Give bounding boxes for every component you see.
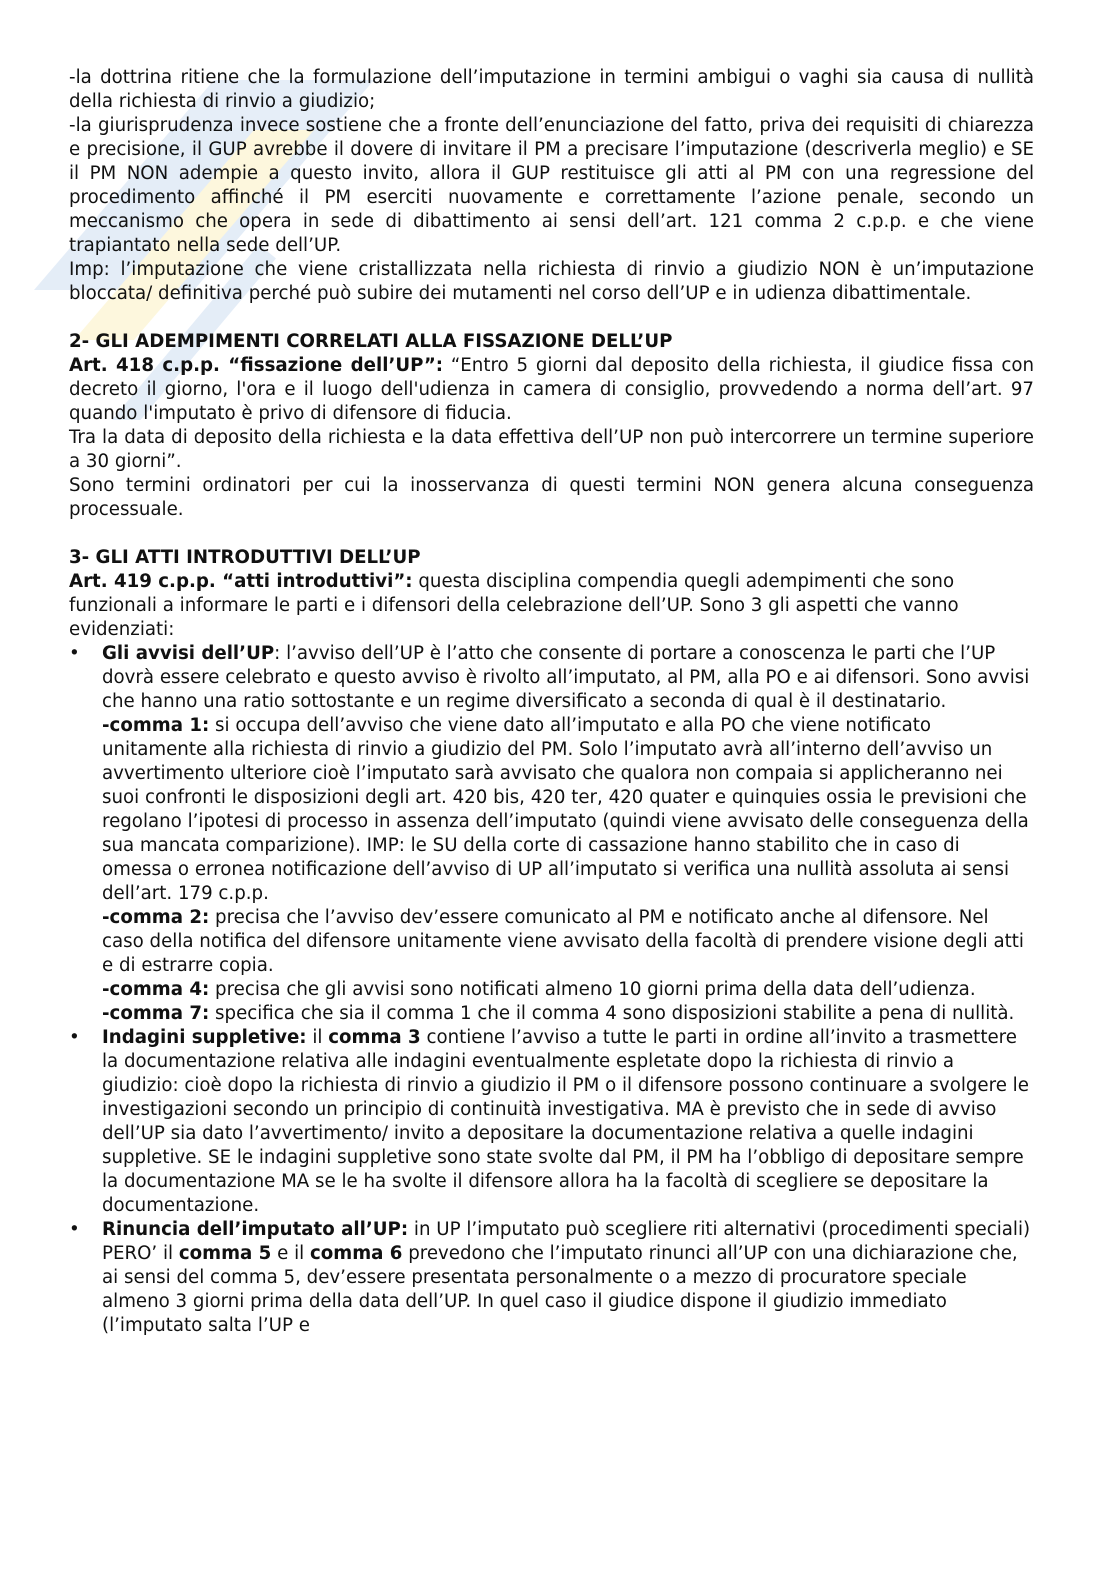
art-418-label: Art. 418 c.p.p. “fissazione dell’UP”: [69, 355, 444, 376]
indagini-text-2: contiene l’avviso a tutte le parti in ordine all’invito a trasmettere la documentazione relativa alle indagini eventualmente espletate dopo la richiesta di rinvio a giudizio: cioè dopo la richiesta di rinvio a giudizio il PM o il difensore possono continuare a svolgere le investigazioni secondo un principio di continuità investigativa. MA è previsto che in sede di avviso dell’UP sia dato l’avvertimento/ invito a depositare la documentazione relativa a quelle indagini suppletive. SE le indagini suppletive sono state svolte dal PM, il PM ha l’obbligo di depositare sempre la documentazione MA se le ha svolte il difensore allora ha la facoltà di scegliere se depositare la documentazione. [102, 1027, 1029, 1216]
comma-1-label: -comma 1: [102, 715, 210, 736]
art-418-paragraph [69, 354, 1034, 426]
comma-7-note [102, 1002, 1034, 1026]
rinuncia-label: Rinuncia dell’imputato all’UP: [102, 1219, 409, 1240]
intro-paragraph-giurisprudenza: -la giurisprudenza invece sostiene che a fronte dell’enunciazione del fatto, priva dei requisiti di chiarezza e precisione, il GUP avrebbe il dovere di invitare il PM a precisare l’imputazione (descriverla meglio) e SE il PM NON adempie a questo invito, allora il GUP restituisce gli atti al PM con una regressione del procedimento affinché il PM eserciti nuovamente e correttamente l’azione penale, secondo un meccanismo che opera in sede di dibattimento ai sensi dell’art. 121 comma 2 c.p.p. e che viene trapiantato nella sede dell’UP. [69, 115, 1034, 256]
comma-1-text: si occupa dell’avviso che viene dato all’imputato e alla PO che viene notificato unitamente alla richiesta di rinvio a giudizio del PM. Solo l’imputato avrà all’interno dell’avviso un avvertimento ulteriore cioè l’imputato sarà avvisato che qualora non compaia si applicheranno nei suoi confronti le disposizioni degli art. 420 bis, 420 ter, 420 quater e quinquies ossia le previsioni che regolano l’ipotesi di processo in assenza dell’imputato (quindi viene avvisato delle conseguenza della sua mancata comparizione). IMP: le SU della corte di cassazione hanno stabilito che in caso di omessa o erronea notificazione dell’avviso di UP all’imputato si verifica una nullità assoluta ai sensi dell’art. 179 c.p.p. [102, 715, 1029, 904]
comma-2-note [102, 906, 1034, 978]
comma-4-text: precisa che gli avvisi sono notificati almeno 10 giorni prima della data dell’udienza. [209, 979, 976, 1000]
rinuncia-text-2: e il [271, 1243, 310, 1264]
comma-5-label: comma 5 [178, 1243, 272, 1264]
section-2-paragraph-ordinatori: Sono termini ordinatori per cui la inosservanza di questi termini NON genera alcuna conseguenza processuale. [69, 475, 1034, 520]
section-2-paragraph-termine: Tra la data di deposito della richiesta e la data effettiva dell’UP non può intercorrere un termine superiore a 30 giorni”. [69, 427, 1034, 472]
document-page [69, 66, 1034, 1338]
intro-paragraph-imp: Imp: l’imputazione che viene cristallizzata nella richiesta di rinvio a giudizio NON è un’imputazione bloccata/ definitiva perché può subire dei mutamenti nel corso dell’UP e in udienza dibattimentale. [69, 259, 1034, 304]
bullet-icon: • [69, 1027, 80, 1048]
comma-4-note [102, 978, 1034, 1002]
section-3-heading: 3- GLI ATTI INTRODUTTIVI DELL’UP [69, 547, 421, 568]
comma-4-label: -comma 4: [102, 979, 210, 1000]
art-418-text: “Entro 5 giorni dal deposito della richiesta, il giudice fissa con decreto il giorno, l'ora e il luogo dell'udienza in camera di consiglio, provvedendo a norma dell’art. 97 quando l'imputato è privo di difensore di fiducia. [69, 355, 1034, 424]
list-item-rinuncia [69, 1218, 1034, 1338]
avvisi-label: Gli avvisi dell’UP [102, 643, 275, 664]
avvisi-intro [102, 642, 1034, 714]
avvisi-text: : l’avviso dell’UP è l’atto che consente di portare a conoscenza le parti che l’UP dovrà essere celebrato e questo avviso è rivolto all’imputato, al PM, alla PO e ai difensori. Sono avvisi che hanno una ratio sottostante e un regime diversificato a seconda di qual è il destinatario. [102, 643, 1030, 712]
list-item-avvisi [69, 642, 1034, 1026]
list-item-indagini-suppletive [69, 1026, 1034, 1218]
comma-6-label: comma 6 [309, 1243, 403, 1264]
comma-7-label: -comma 7: [102, 1003, 210, 1024]
indagini-label: Indagini suppletive: [102, 1027, 307, 1048]
rinuncia-text-3: prevedono che l’imputato rinunci all’UP con una dichiarazione che, ai sensi del comma 5, dev’essere presentata personalmente o a mezzo di procuratore speciale almeno 3 giorni prima della data dell’UP. In quel caso il giudice dispone il giudizio immediato (l’imputato salta l’UP e [102, 1243, 1018, 1336]
bullet-icon: • [69, 1219, 80, 1240]
spacer [69, 306, 1034, 330]
comma-1-note [102, 714, 1034, 906]
comma-2-text: precisa che l’avviso dev’essere comunicato al PM e notificato anche al difensore. Nel caso della notifica del difensore unitamente viene avvisato della facoltà di prendere visione degli atti e di estrarre copia. [102, 907, 1024, 976]
comma-2-label: -comma 2: [102, 907, 210, 928]
spacer [69, 522, 1034, 546]
section-2-heading: 2- GLI ADEMPIMENTI CORRELATI ALLA FISSAZIONE DELL’UP [69, 331, 673, 352]
art-419-text: questa disciplina compendia quegli adempimenti che sono funzionali a informare le parti e i difensori della celebrazione dell’UP. Sono 3 gli aspetti che vanno evidenziati: [69, 571, 959, 640]
rinuncia-text-1: in UP l’imputato può scegliere riti alternativi (procedimenti speciali) PERO’ il [102, 1219, 1031, 1264]
intro-paragraph-dottrina: -la dottrina ritiene che la formulazione dell’imputazione in termini ambigui o vaghi sia causa di nullità della richiesta di rinvio a giudizio; [69, 67, 1034, 112]
bullet-icon: • [69, 643, 80, 664]
comma-7-text: specifica che sia il comma 1 che il comma 4 sono disposizioni stabilite a pena di nullità. [209, 1003, 1015, 1024]
art-419-paragraph [69, 570, 1034, 642]
art-419-label: Art. 419 c.p.p. “atti introduttivi”: [69, 571, 413, 592]
bullet-list [69, 642, 1034, 1338]
comma-3-label: comma 3 [328, 1027, 421, 1048]
indagini-text-1: il [306, 1027, 329, 1048]
